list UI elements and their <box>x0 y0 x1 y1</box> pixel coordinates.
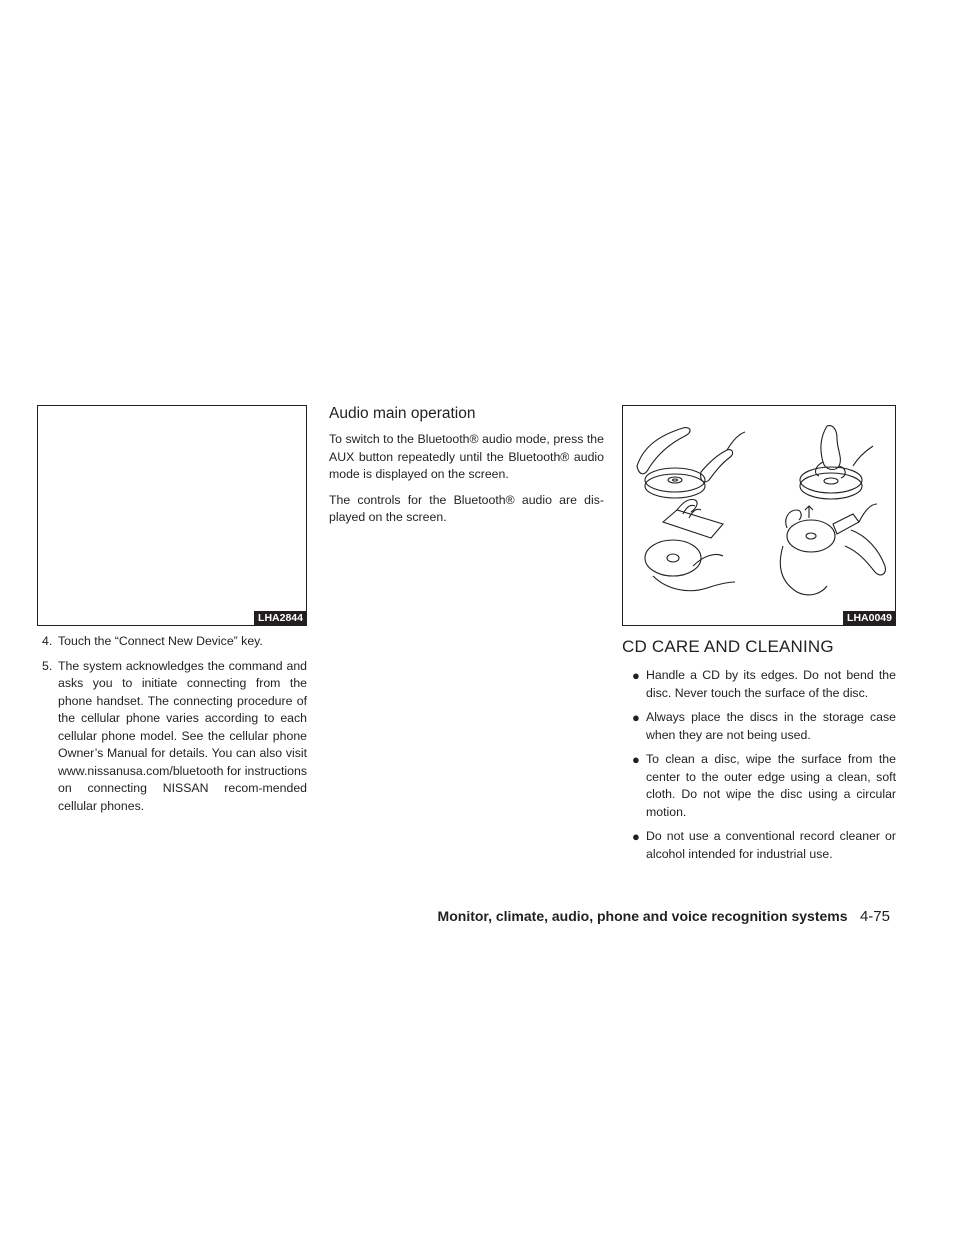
list-item <box>37 633 307 651</box>
audio-section <box>329 404 604 535</box>
list-item <box>37 658 307 816</box>
step-text: Touch the “Connect New Device” key. <box>58 634 263 648</box>
bullet-text: Do not use a conventional record cleaner or alcohol intended for industrial use. <box>646 829 896 861</box>
cd-bullet-list <box>622 667 896 863</box>
right-figure-label: LHA0049 <box>843 611 895 625</box>
page-footer <box>438 908 890 926</box>
right-figure <box>622 405 896 626</box>
footer-title: Monitor, climate, audio, phone and voice recognition systems <box>437 908 848 924</box>
bullet-icon: ● <box>632 710 640 725</box>
bullet-text: Handle a CD by its edges. Do not bend the disc. Never touch the surface of the disc. <box>646 668 896 700</box>
left-figure <box>37 405 307 626</box>
audio-body <box>329 431 604 527</box>
list-item <box>622 667 896 702</box>
list-item <box>622 709 896 744</box>
steps-list <box>37 633 307 815</box>
step-number: 5. <box>42 658 53 673</box>
bullet-icon: ● <box>632 752 640 767</box>
bullet-icon: ● <box>632 668 640 683</box>
audio-heading: Audio main operation <box>329 405 476 422</box>
audio-paragraph: To switch to the Bluetooth® audio mode, press the AUX button repeatedly until the Bluetooth® audio mode is displayed on the screen. <box>329 432 604 481</box>
step-text: The system acknowledges the command and asks you to initiate connecting from the phone handset. The connecting procedure of the cellular phone varies according to each cellular phone model. See the cellular phone Owner’s Manual for details. You can also visit www.nissanusa.com/bluetooth for instructions on connecting NISSAN recom-mended cellular phones. <box>58 658 307 813</box>
step-number: 4. <box>42 634 53 648</box>
page-number: 4-75 <box>859 908 890 925</box>
list-item <box>622 751 896 821</box>
bullet-icon: ● <box>632 829 640 844</box>
cd-section <box>622 636 896 870</box>
left-steps-column <box>37 633 307 822</box>
bullet-text: To clean a disc, wipe the surface from the center to the outer edge using a clean, soft cloth. Do not wipe the disc using a circular motion. <box>646 752 896 819</box>
audio-paragraph: The controls for the Bluetooth® audio are dis-played on the screen. <box>329 492 604 524</box>
cd-heading: CD CARE AND CLEANING <box>622 637 834 656</box>
bullet-text: Always place the discs in the storage case when they are not being used. <box>646 710 896 742</box>
list-item <box>622 828 896 863</box>
left-figure-label: LHA2844 <box>254 611 306 625</box>
cd-handling-illustration-icon <box>623 406 894 611</box>
